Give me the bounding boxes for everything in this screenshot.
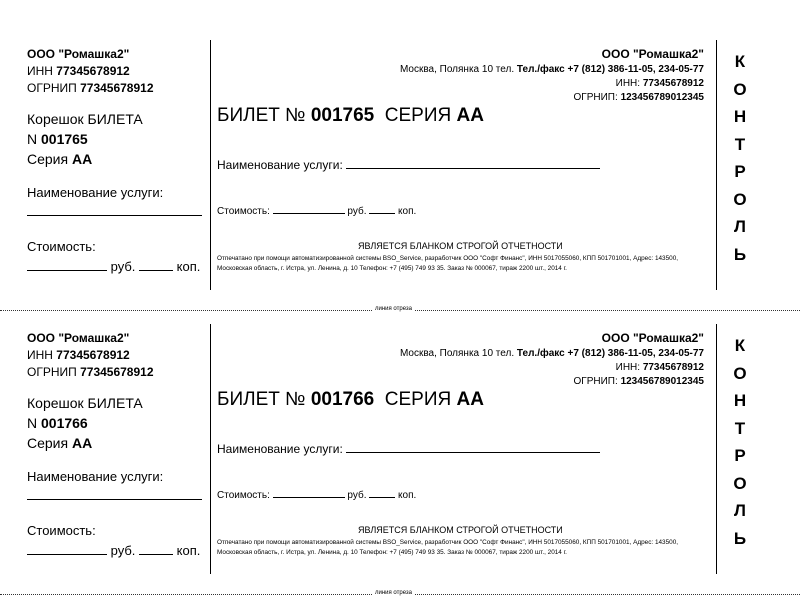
stub-divider [210,324,211,574]
service-field[interactable] [346,440,600,453]
service-row [217,440,600,456]
stub-cost-label: Стоимость: [27,523,96,538]
stub-cost-row [27,258,207,274]
stub-number: N 001765 [27,131,88,147]
stub-series: Серия АА [27,435,93,451]
strict-reporting-notice: ЯВЛЯЕТСЯ БЛАНКОМ СТРОГОЙ ОТЧЕТНОСТИ [358,525,563,535]
control-label: К О Н Т Р О Л Ь [733,336,747,548]
header-address: Москва, Полянка 10 тел. Тел./факс +7 (812) 386-11-05, 234-05-77 [399,348,704,359]
printer-info: Отпечатано при помощи автоматизированной системы BSO_Service, разработчик ООО "Софт Финанс", ИНН 5017055060, КПП 501701001, Адрес: 143500, Московская область, г. Истра, ул. Ленина, д. 10 Телефон: +7 (495) 749 93 35. Заказ № 000067, тираж 2200 шт., 2014 г. [217,255,679,272]
ticket-title: БИЛЕТ № 001765 СЕРИЯ АА [217,105,484,126]
stub-service-label: Наименование услуги: [27,469,164,484]
header-address: Москва, Полянка 10 тел. Тел./факс +7 (812) 386-11-05, 234-05-77 [399,64,704,75]
stub-org-name: ООО "Ромашка2" [27,47,130,61]
ticket-1 [0,38,800,308]
stub-ogrnip: ОГРНИП 77345678912 [27,81,154,95]
rub-field[interactable] [273,201,345,214]
stub-service-field[interactable] [27,485,202,500]
kop-label: коп. [395,206,417,217]
control-divider [716,40,717,290]
ticket-header [400,330,704,389]
stub-rub-label: руб. [110,259,136,274]
stub-service-field[interactable] [27,201,202,216]
cost-label: Стоимость: [217,206,273,217]
header-ogrnip: ОГРНИП: 123456789012345 [573,92,704,103]
stub-inn: ИНН 77345678912 [27,348,130,362]
ticket-stub [27,46,207,274]
rub-label: руб. [344,490,370,501]
stub-title: Корешок БИЛЕТА [27,111,143,127]
ticket-stub [27,330,207,558]
stub-inn: ИНН 77345678912 [27,64,130,78]
rub-field[interactable] [273,485,345,498]
stub-cost-label: Стоимость: [27,239,96,254]
control-label: К О Н Т Р О Л Ь [733,52,747,264]
stub-rub-field[interactable] [27,258,107,271]
stub-ogrnip: ОГРНИП 77345678912 [27,365,154,379]
control-divider [716,324,717,574]
kop-label: коп. [395,490,417,501]
ticket-title: БИЛЕТ № 001766 СЕРИЯ АА [217,389,484,410]
stub-title: Корешок БИЛЕТА [27,395,143,411]
stub-rub-label: руб. [110,543,136,558]
stub-kop-field[interactable] [139,258,173,271]
header-org-name: ООО "Ромашка2" [601,331,704,345]
strict-reporting-notice: ЯВЛЯЕТСЯ БЛАНКОМ СТРОГОЙ ОТЧЕТНОСТИ [358,241,563,251]
header-inn: ИНН: 77345678912 [615,78,704,89]
kop-field[interactable] [369,201,395,214]
stub-service-label: Наименование услуги: [27,185,164,200]
cost-row [217,485,416,501]
rub-label: руб. [344,206,370,217]
header-inn: ИНН: 77345678912 [615,362,704,373]
cut-line-label: линия отреза [375,306,413,312]
service-row [217,156,600,172]
stub-kop-label: коп. [176,259,201,274]
stub-rub-field[interactable] [27,542,107,555]
ticket-header [400,46,704,105]
printer-info: Отпечатано при помощи автоматизированной системы BSO_Service, разработчик ООО "Софт Финанс", ИНН 5017055060, КПП 501701001, Адрес: 143500, Московская область, г. Истра, ул. Ленина, д. 10 Телефон: +7 (495) 749 93 35. Заказ № 000067, тираж 2200 шт., 2014 г. [217,539,679,556]
stub-kop-field[interactable] [139,542,173,555]
stub-divider [210,40,211,290]
stub-kop-label: коп. [176,543,201,558]
header-ogrnip: ОГРНИП: 123456789012345 [573,376,704,387]
stub-series: Серия АА [27,151,93,167]
kop-field[interactable] [369,485,395,498]
cost-label: Стоимость: [217,490,273,501]
stub-org-name: ООО "Ромашка2" [27,331,130,345]
service-field[interactable] [346,156,600,169]
service-label: Наименование услуги: [217,158,347,172]
stub-cost-row [27,542,207,558]
ticket-2 [0,322,800,592]
cut-line-label: линия отреза [375,590,413,596]
stub-number: N 001766 [27,415,88,431]
header-org-name: ООО "Ромашка2" [601,47,704,61]
service-label: Наименование услуги: [217,442,347,456]
cost-row [217,201,416,217]
